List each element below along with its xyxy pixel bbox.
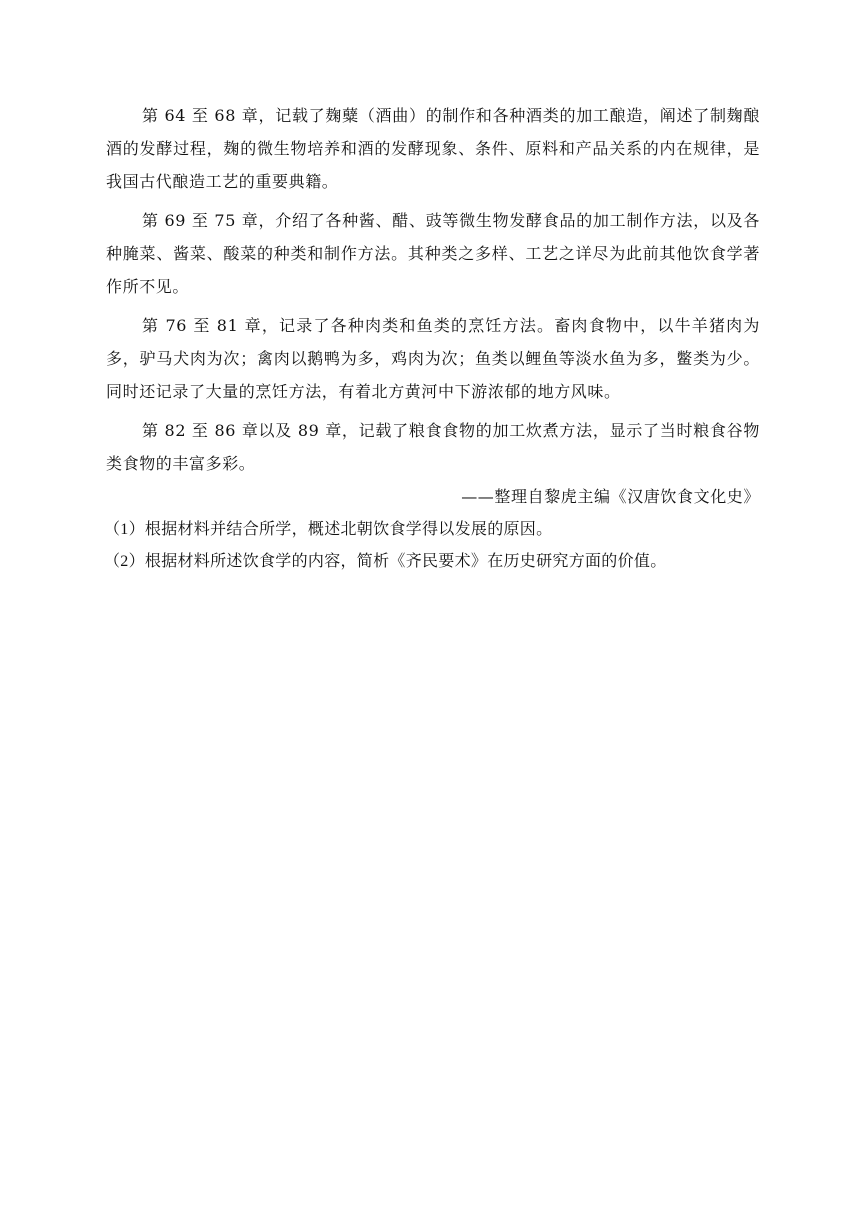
question-2: （2）根据材料所述饮食学的内容，简析《齐民要术》在历史研究方面的价值。 [104,553,667,570]
question-1: （1）根据材料并结合所学，概述北朝饮食学得以发展的原因。 [104,521,553,538]
paragraph-chapters-82-89: 第 82 至 86 章以及 89 章，记载了粮食食物的加工炊煮方法，显示了当时粮食谷物类食物的丰富多彩。 [106,421,760,473]
paragraph-chapters-64-68: 第 64 至 68 章，记载了麹糵（酒曲）的制作和各种酒类的加工酿造，阐述了制麹酿酒的发酵过程，麹的微生物培养和酒的发酵现象、条件、原料和产品关系的内在规律，是我国古代酿造工艺的重要典籍。 [106,106,760,191]
source-citation: ——整理自黎虎主编《汉唐饮食文化史》 [461,487,760,506]
paragraph-chapters-76-81: 第 76 至 81 章，记录了各种肉类和鱼类的烹饪方法。畜肉食物中，以牛羊猪肉为多，驴马犬肉为次；禽肉以鹅鸭为多，鸡肉为次；鱼类以鲤鱼等淡水鱼为多，鳖类为少。同时还记录了大量的烹饪方法，有着北方黄河中下游浓郁的地方风味。 [106,316,760,401]
document-body [106,99,760,578]
paragraph-chapters-69-75: 第 69 至 75 章，介绍了各种酱、醋、豉等微生物发酵食品的加工制作方法，以及各种腌菜、酱菜、酸菜的种类和制作方法。其种类之多样、工艺之详尽为此前其他饮食学著作所不见。 [106,211,760,296]
